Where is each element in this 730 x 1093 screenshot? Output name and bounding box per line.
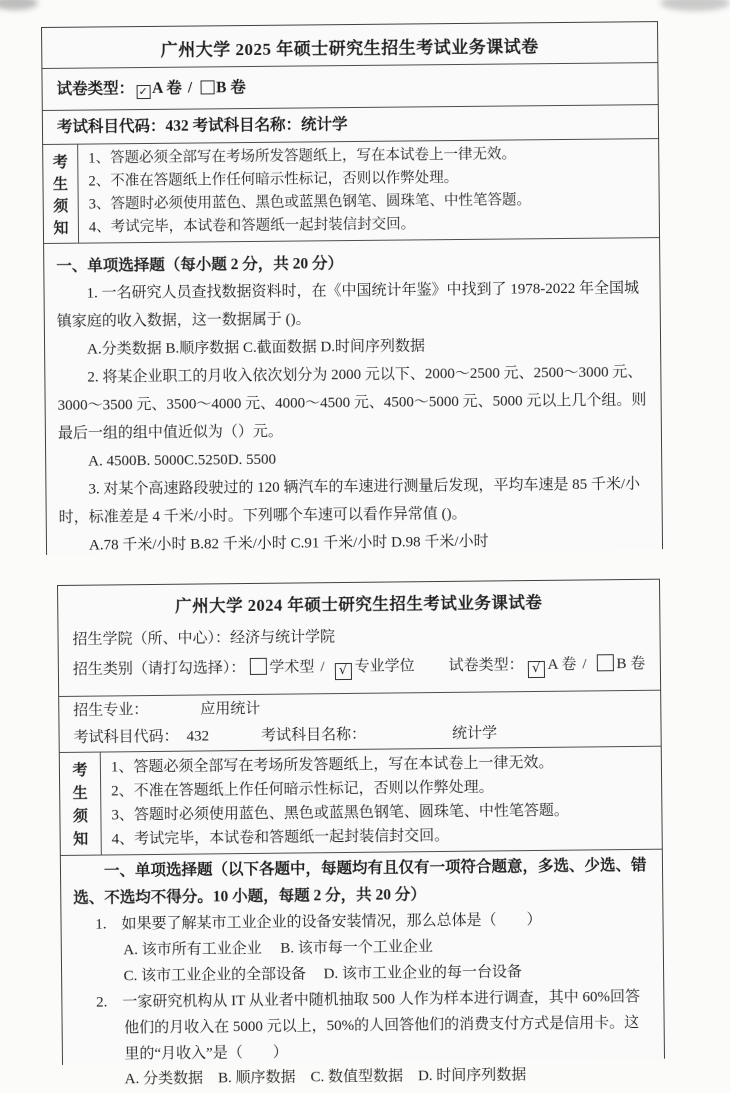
notice-item: 2、不准在答题纸上作任何暗示性标记，否则以作弊处理。 [88,165,648,193]
scan-smudge-top-left [0,0,38,10]
question-2-options: A. 4500B. 5000C.5250D. 5500 [58,442,649,476]
option-d: D. 该市工业企业的每一台设备 [323,959,522,987]
notice-items [78,139,659,243]
notice-item: 1、答题必须全部写在考场所发答题纸上，写在本试卷上一律无效。 [88,142,648,170]
question-2-options: A. 分类数据 B. 顺序数据 C. 数值型数据 D. 时间序列数据 [75,1062,652,1093]
separator: / [182,79,198,96]
question-1-text: 1. 一名研究人员查找数据资料时，在《中国统计年鉴》中找到了 1978-2022 年全国城镇家庭的收入数据，这一数据属于 ()。 [56,274,648,336]
paper-type-row [54,63,645,110]
section-heading: 一、单项选择题（以下各题中，每题均有且仅有一项符合题意，多选、少选、错选、不选均不得分。10 小题，每题 2 分，共 20 分） [73,852,651,912]
subject-row: 考试科目代码：432 考试科目名称：统计学 [55,105,646,144]
category-academic: 学术型 [269,659,314,675]
notice-side-label [43,145,79,243]
notice-side-label [60,753,102,855]
question-2-text: 2. 将某企业职工的月收入依次划分为 2000 元以下、2000～2500 元、2500～3000 元、3000～3500 元、3500～4000 元、4000～4500 元、4500～5000 元、5000 元以上几个组。则最后一组的组中值近似为（）元。 [57,358,649,448]
paper-type-option-a: A 卷 [548,657,577,673]
question-3-options: A.78 千米/小时 B.82 千米/小时 C.91 千米/小时 D.98 千米/小时 [59,526,650,560]
subject-code-label: 考试科目代码： [74,729,179,746]
notice-side-char: 须 [53,194,68,215]
spacer [148,714,200,715]
category-label: 招生类别（请打勾选择）： [73,660,246,678]
notice-side-char: 生 [53,172,68,193]
option-b: B. 该市每一个工业企业 [280,934,433,962]
notice-side-char: 考 [72,759,87,780]
checkbox-unchecked-icon [200,80,214,94]
college-row: 招生学院（所、中心）：经济与统计学院 [70,619,647,655]
notice-item: 1、答题必须全部写在考场所发答题纸上，写在本试卷上一律无效。 [111,750,651,780]
notice-item: 2、不准在答题纸上作任何暗示性标记，否则以作弊处理。 [111,774,651,804]
notice-item: 4、考试完毕，本试卷和答题纸一起封装信封交回。 [112,822,652,852]
notice-item: 4、考试完毕，本试卷和答题纸一起封装信封交回。 [89,211,649,239]
notice-item: 3、答题时必须使用蓝色、黑色或蓝黑色钢笔、圆珠笔、中性笔答题。 [89,188,649,216]
notice-side-char: 知 [73,828,88,849]
checkbox-checked-icon: ✓ [136,85,150,99]
paper-type-option-b: B 卷 [216,79,246,96]
page-title: 广州大学 2025 年硕士研究生招生考试业务课试卷 [54,26,645,68]
major-label: 招生专业： [73,702,148,719]
paper-type-option-b: B 卷 [616,656,645,672]
subject-name-value: 统计学 [452,725,497,741]
major-value: 应用统计 [200,701,260,718]
spacer [209,740,261,741]
notice-table [60,746,662,856]
question-1-options: A.分类数据 B.顺序数据 C.截面数据 D.时间序列数据 [57,330,648,364]
category-professional: 专业学位 [354,658,414,675]
notice-items [101,747,662,855]
option-a: A. 该市所有工业企业 [123,936,280,964]
scan-smudge-top-right [660,0,730,11]
page-title: 广州大学 2024 年硕士研究生招生考试业务课试卷 [70,584,647,625]
question-1-text: 1. 如果要了解某市工业企业的设备安装情况，那么总体是（ ） [73,906,650,938]
separator: / [576,656,592,672]
paper-type-label: 试卷类型： [57,80,135,98]
exam-paper-2024 [57,579,665,1065]
checkbox-checked-icon: √ [528,661,545,678]
notice-side-char: 生 [73,782,88,803]
question-2-text: 2. 一家研究机构从 IT 从业者中随机抽取 500 人作为样本进行调查，其中 60%回答他们的月收入在 5000 元以上，50%的人回答他们的消费支付方式是信用卡。这里的“月收入”是（ ） [74,984,652,1068]
question-3-text: 3. 对某个高速路段驶过的 120 辆汽车的车速进行测量后发现，平均车速是 85 千米/小时，标准差是 4 千米/小时。下列哪个车速可以看作异常值 ()。 [58,470,650,532]
separator: / [314,659,330,675]
paper-type-option-a: A 卷 [152,80,182,97]
checkbox-unchecked-icon [596,654,613,671]
subject-code-value: 432 [187,728,210,744]
spacer [366,738,418,739]
paper-type-label: 试卷类型： [449,657,524,674]
notice-item: 3、答题时必须使用蓝色、黑色或蓝黑色钢笔、圆珠笔、中性笔答题。 [111,798,651,828]
checkbox-unchecked-icon [249,658,266,675]
section-heading: 一、单项选择题（每小题 2 分，共 20 分） [56,250,647,278]
subject-name-label: 考试科目名称： [261,727,366,744]
option-c: C. 该市工业企业的全部设备 [123,961,323,989]
checkbox-checked-icon: √ [335,663,352,680]
notice-side-char: 知 [53,216,68,237]
notice-side-char: 须 [73,805,88,826]
notice-side-char: 考 [53,150,68,171]
category-row [71,649,648,688]
notice-table [43,138,659,244]
exam-paper-2025 [41,21,663,555]
